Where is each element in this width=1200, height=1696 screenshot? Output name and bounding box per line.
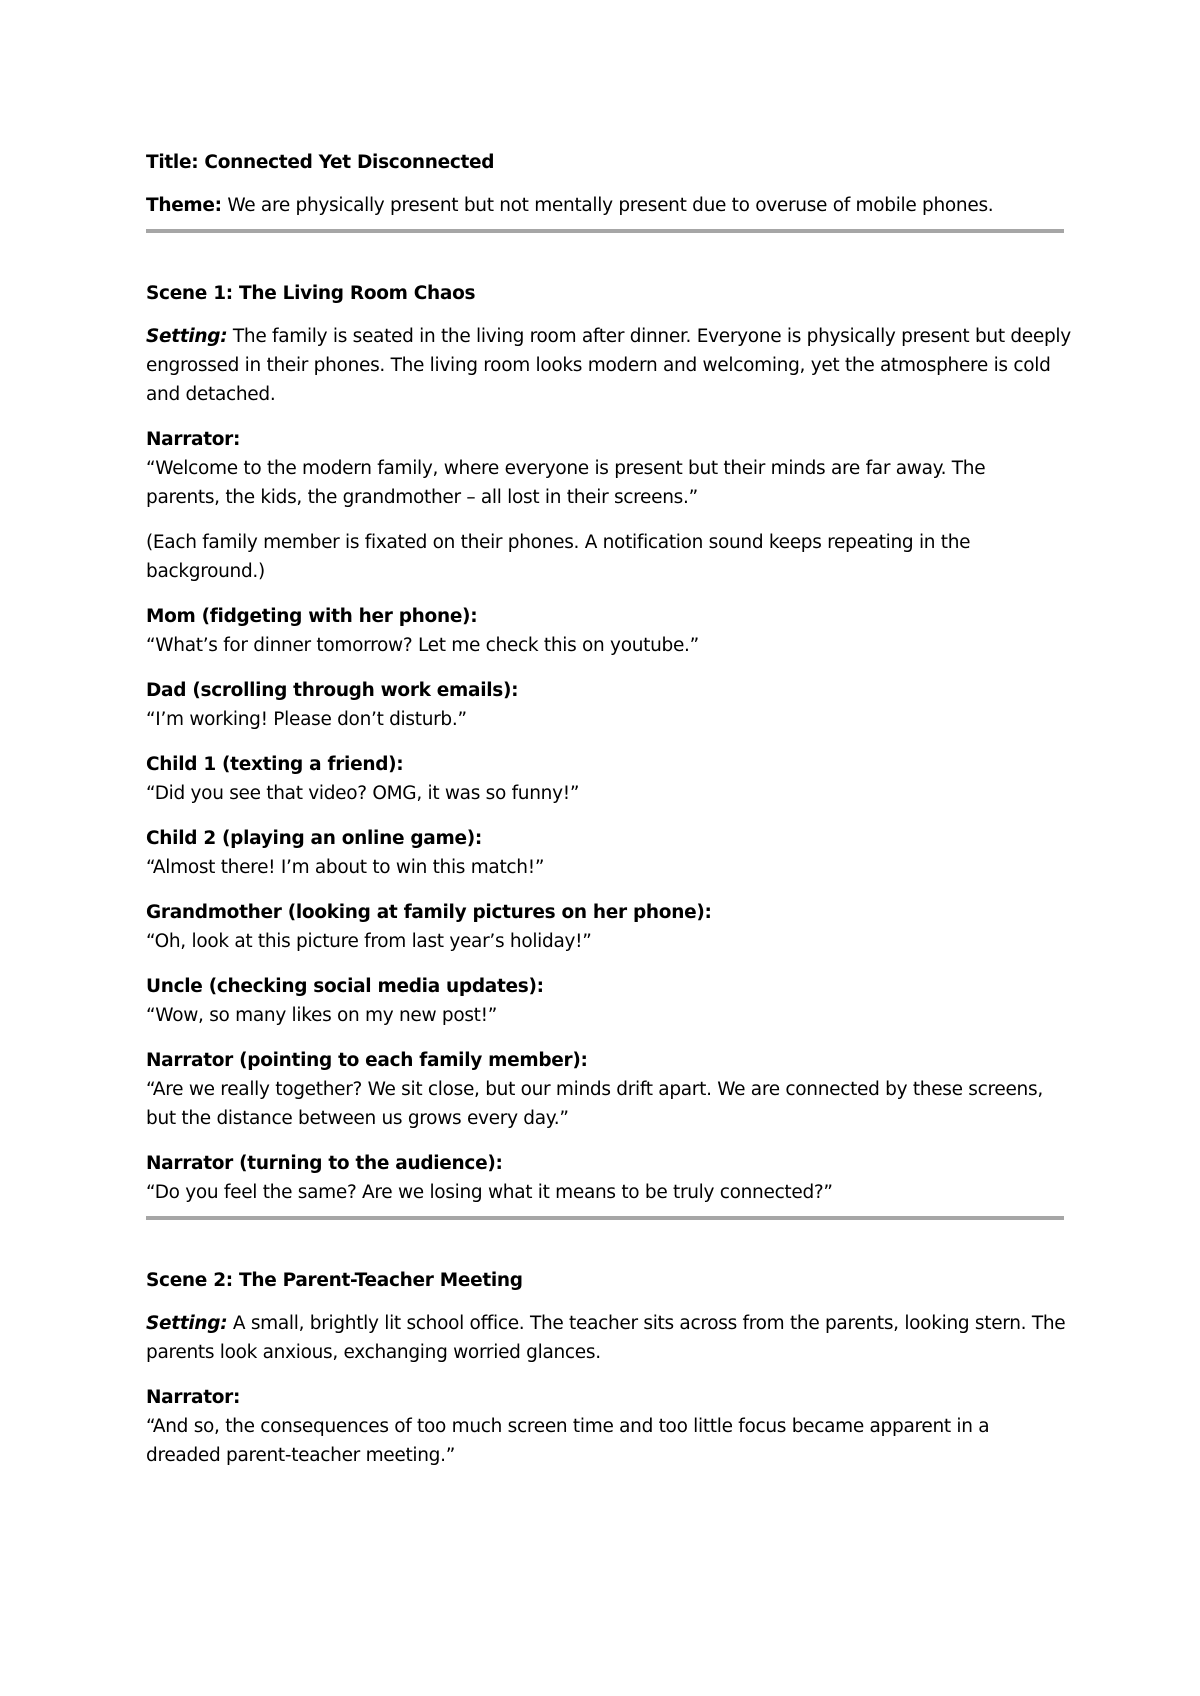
dialogue-line: “Almost there! I’m about to win this match!” [146, 857, 545, 878]
narrator-speaker: Narrator: [146, 1387, 241, 1408]
dialogue-speaker: Child 1 (texting a friend): [146, 754, 404, 775]
stage-direction: (Each family member is fixated on their phones. A notification sound keeps repeating in the [146, 532, 971, 553]
scene1-setting-line: and detached. [146, 384, 276, 405]
narrator-speaker: Narrator (turning to the audience): [146, 1153, 503, 1174]
narrator-line: “Are we really together? We sit close, but our minds drift apart. We are connected by these screens, [146, 1079, 1043, 1100]
narrator-speaker: Narrator (pointing to each family member): [146, 1050, 588, 1071]
dialogue-line: “Oh, look at this picture from last year’s holiday!” [146, 931, 592, 952]
narrator-line: dreaded parent-teacher meeting.” [146, 1445, 455, 1466]
scene1-setting [146, 322, 1071, 409]
document-page [146, 148, 1071, 1470]
dialogue-line: “I’m working! Please don’t disturb.” [146, 709, 467, 730]
stage-direction: background.) [146, 561, 265, 582]
dialogue-line: “Wow, so many likes on my new post!” [146, 1005, 498, 1026]
scene2-setting-line: A small, brightly lit school office. The teacher sits across from the parents, looking stern. The [227, 1313, 1066, 1334]
narrator-line: parents, the kids, the grandmother – all lost in their screens.” [146, 487, 698, 508]
dialogue-speaker: Mom (fidgeting with her phone): [146, 606, 478, 627]
scene2-heading: Scene 2: The Parent-Teacher Meeting [146, 1270, 523, 1291]
dialogue-speaker: Dad (scrolling through work emails): [146, 680, 519, 701]
theme-label: Theme: [146, 195, 222, 216]
dialogue-speaker: Grandmother (looking at family pictures on her phone): [146, 902, 712, 923]
theme-paragraph [146, 191, 1066, 220]
narrator-line: “Welcome to the modern family, where everyone is present but their minds are far away. The [146, 458, 986, 479]
theme-text: We are physically present but not mentally present due to overuse of mobile phones. [221, 195, 994, 216]
dialogue-line: “Did you see that video? OMG, it was so funny!” [146, 783, 580, 804]
narrator-line: “And so, the consequences of too much screen time and too little focus became apparent in a [146, 1416, 990, 1437]
scene1-setting-label: Setting: [146, 326, 228, 347]
scene2-setting-line: parents look anxious, exchanging worried glances. [146, 1342, 601, 1363]
scene2-setting-label: Setting: [146, 1313, 228, 1334]
dialogue-line: “What’s for dinner tomorrow? Let me check this on youtube.” [146, 635, 699, 656]
dialogue-speaker: Uncle (checking social media updates): [146, 976, 544, 997]
scene2-setting [146, 1309, 1066, 1367]
dialogue-block [146, 602, 1066, 1030]
dialogue-speaker: Child 2 (playing an online game): [146, 828, 482, 849]
narrator-speaker: Narrator: [146, 429, 241, 450]
scene1-setting-line: engrossed in their phones. The living room looks modern and welcoming, yet the atmosphere is cold [146, 355, 1051, 376]
narrator-line: “Do you feel the same? Are we losing what it means to be truly connected?” [146, 1182, 833, 1203]
scene1-heading: Scene 1: The Living Room Chaos [146, 283, 476, 304]
document-title: Title: Connected Yet Disconnected [146, 152, 495, 173]
scene1-setting-line: The family is seated in the living room after dinner. Everyone is physically present but deeply [227, 326, 1071, 347]
narrator-line: but the distance between us grows every day.” [146, 1108, 569, 1129]
